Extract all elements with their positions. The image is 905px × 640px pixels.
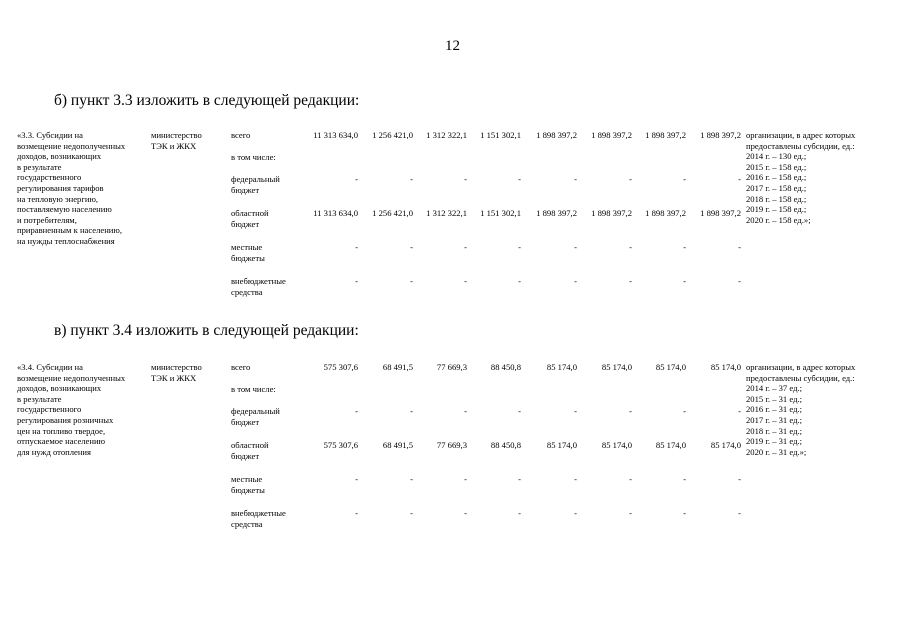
value-cell: - [574, 174, 577, 184]
value-cell: - [410, 174, 413, 184]
value-cell: 1 898 397,2 [645, 208, 686, 218]
value-cell: 1 898 397,2 [700, 208, 741, 218]
row-label: всего [231, 130, 251, 140]
value-cell: - [410, 242, 413, 252]
value-cell: 11 313 634,0 [313, 208, 358, 218]
value-cell: 1 151 302,1 [480, 130, 521, 140]
executor-cell: министерство ТЭК и ЖКХ [151, 130, 202, 151]
value-cell: - [464, 508, 467, 518]
row-label: областной бюджет [231, 440, 269, 461]
value-cell: - [518, 406, 521, 416]
value-cell: - [355, 276, 358, 286]
value-cell: 1 256 421,0 [372, 208, 413, 218]
value-cell: - [738, 508, 741, 518]
value-cell: - [464, 474, 467, 484]
value-cell: 1 898 397,2 [591, 208, 632, 218]
value-cell: - [355, 508, 358, 518]
value-cell: - [738, 242, 741, 252]
value-cell: - [518, 174, 521, 184]
value-cell: - [464, 406, 467, 416]
section-b-heading: б) пункт 3.3 изложить в следующей редакции: [54, 92, 360, 109]
value-cell: - [574, 508, 577, 518]
value-cell: - [683, 508, 686, 518]
row-label: федеральный бюджет [231, 406, 280, 427]
value-cell: - [738, 474, 741, 484]
row-label: областной бюджет [231, 208, 269, 229]
value-cell: 575 307,6 [323, 440, 358, 450]
value-cell: - [410, 406, 413, 416]
value-cell: - [518, 474, 521, 484]
row-label: внебюджетные средства [231, 276, 286, 297]
value-cell: - [574, 406, 577, 416]
value-cell: 68 491,5 [382, 440, 413, 450]
value-cell: 575 307,6 [323, 362, 358, 372]
page-number: 12 [445, 38, 460, 54]
row-label: местные бюджеты [231, 474, 265, 495]
value-cell: 88 450,8 [490, 362, 521, 372]
value-cell: - [410, 474, 413, 484]
value-cell: - [355, 406, 358, 416]
value-cell: - [518, 276, 521, 286]
row-label: федеральный бюджет [231, 174, 280, 195]
value-cell: 1 256 421,0 [372, 130, 413, 140]
value-cell: 85 174,0 [710, 362, 741, 372]
value-cell: 1 312 322,1 [426, 208, 467, 218]
executor-cell: министерство ТЭК и ЖКХ [151, 362, 202, 383]
result-cell: организации, в адрес которых предоставлены субсидии, ед.: 2014 г. – 37 ед.; 2015 г. – 31 ед.; 2016 г. – 31 ед.; 2017 г. – 31 ед.; 2018 г. – 31 ед.; 2019 г. – 31 ед.; 2020 г. – 31 ед.»; [746, 362, 856, 457]
value-cell: - [574, 474, 577, 484]
value-cell: - [683, 406, 686, 416]
value-cell: - [738, 276, 741, 286]
value-cell: - [464, 174, 467, 184]
value-cell: - [464, 276, 467, 286]
value-cell: - [629, 474, 632, 484]
row-label: местные бюджеты [231, 242, 265, 263]
value-cell: - [574, 242, 577, 252]
value-cell: 85 174,0 [601, 440, 632, 450]
value-cell: 77 669,3 [436, 362, 467, 372]
value-cell: 1 898 397,2 [700, 130, 741, 140]
value-cell: - [629, 276, 632, 286]
value-cell: - [629, 174, 632, 184]
value-cell: - [629, 406, 632, 416]
value-cell: 77 669,3 [436, 440, 467, 450]
row-label: в том числе: [231, 152, 276, 162]
value-cell: 85 174,0 [655, 362, 686, 372]
value-cell: - [355, 242, 358, 252]
value-cell: 85 174,0 [655, 440, 686, 450]
measure-cell: «3.3. Субсидии на возмещение недополученных доходов, возникающих в результате государственного регулирования тарифов на тепловую энергию, поставляемую населению и потребителям, приравненным к населению, на нужды теплоснабжения [17, 130, 126, 246]
value-cell: - [410, 276, 413, 286]
row-label: в том числе: [231, 384, 276, 394]
row-label: всего [231, 362, 251, 372]
value-cell: 85 174,0 [546, 440, 577, 450]
value-cell: 1 312 322,1 [426, 130, 467, 140]
value-cell: 1 151 302,1 [480, 208, 521, 218]
value-cell: 1 898 397,2 [536, 208, 577, 218]
value-cell: - [738, 174, 741, 184]
result-cell: организации, в адрес которых предоставлены субсидии, ед.: 2014 г. – 130 ед.; 2015 г. – 158 ед.; 2016 г. – 158 ед.; 2017 г. – 158 ед.; 2018 г. – 158 ед.; 2019 г. – 158 ед.; 2020 г. – 158 ед.»; [746, 130, 856, 225]
value-cell: - [629, 508, 632, 518]
value-cell: 1 898 397,2 [645, 130, 686, 140]
value-cell: - [410, 508, 413, 518]
value-cell: 85 174,0 [601, 362, 632, 372]
value-cell: - [738, 406, 741, 416]
value-cell: 11 313 634,0 [313, 130, 358, 140]
value-cell: - [355, 174, 358, 184]
section-c-heading: в) пункт 3.4 изложить в следующей редакции: [54, 322, 359, 339]
value-cell: 85 174,0 [710, 440, 741, 450]
value-cell: 1 898 397,2 [591, 130, 632, 140]
value-cell: 88 450,8 [490, 440, 521, 450]
value-cell: - [464, 242, 467, 252]
value-cell: - [683, 474, 686, 484]
value-cell: 1 898 397,2 [536, 130, 577, 140]
value-cell: 68 491,5 [382, 362, 413, 372]
value-cell: - [518, 242, 521, 252]
value-cell: - [574, 276, 577, 286]
value-cell: - [683, 242, 686, 252]
value-cell: - [683, 276, 686, 286]
value-cell: - [629, 242, 632, 252]
value-cell: - [518, 508, 521, 518]
value-cell: - [683, 174, 686, 184]
measure-cell: «3.4. Субсидии на возмещение недополученных доходов, возникающих в результате государственного регулирования розничных цен на топливо твердое, отпускаемое населению для нужд отопления [17, 362, 126, 457]
row-label: внебюджетные средства [231, 508, 286, 529]
value-cell: - [355, 474, 358, 484]
value-cell: 85 174,0 [546, 362, 577, 372]
